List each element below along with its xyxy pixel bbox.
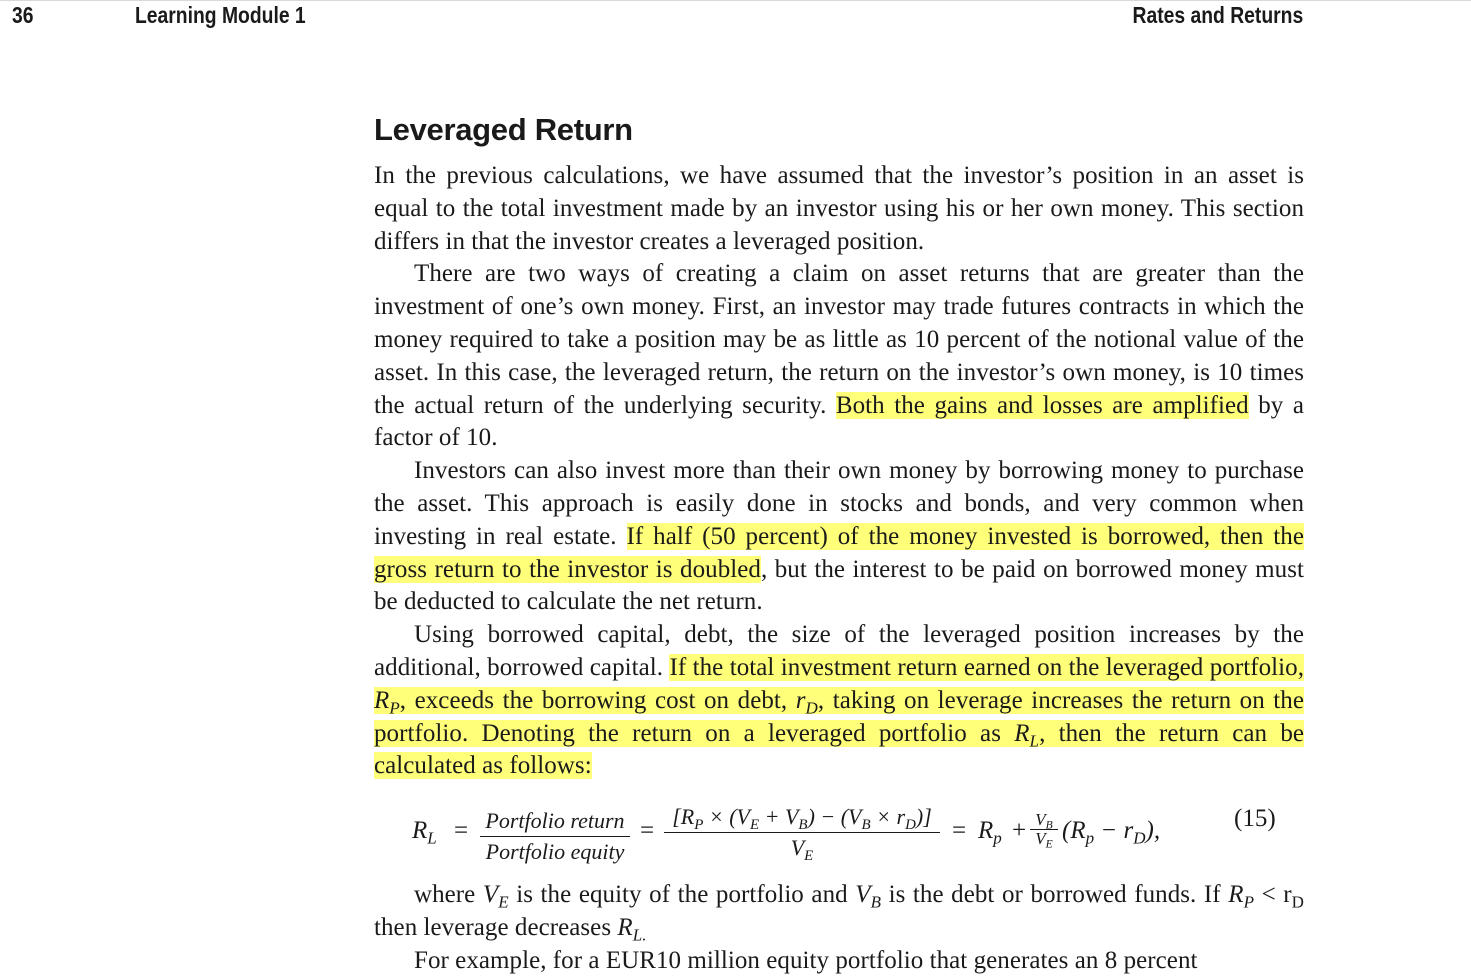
- fraction-portfolio: [480, 807, 630, 866]
- paragraph-5-text-c: is the debt or borrowed funds. If: [881, 881, 1229, 909]
- section-title: Leveraged Return: [374, 112, 633, 147]
- symbol-Rp: [374, 686, 400, 718]
- paragraph-2-text-a: There are two ways of creating a claim on asset returns that are greater than the investment of one’s own money. First, an investor may trade futures contracts in which the money required to take a position may be as little as 10 percent of the notional value of the asset. In this case, the leveraged return, the return on the investor’s own money, is 10 times the actual return of the underlying security.: [374, 260, 1304, 419]
- symbol-VB: [855, 881, 882, 912]
- subscript-P: P: [389, 698, 400, 718]
- symbol-r: r: [795, 686, 806, 714]
- highlight-text-1: If the total investment return earned on the leveraged portfolio,: [669, 653, 1304, 681]
- chapter-title: Rates and Returns: [1132, 2, 1303, 28]
- num-part-6: )]: [915, 804, 932, 830]
- subscript-E: E: [498, 892, 509, 912]
- symbol-RL-inline: [617, 913, 647, 945]
- leverage-numerator: [664, 803, 940, 831]
- paren-minus-r: − r: [1094, 817, 1134, 845]
- symbol-RL: [1014, 719, 1040, 750]
- paren-close: ),: [1145, 817, 1161, 845]
- paragraph-6: For example, for a EUR10 million equity portfolio that generates an 8 percent: [414, 946, 1198, 974]
- num-sub-D: D: [905, 816, 916, 833]
- symbol-Rp-inline: [1228, 881, 1254, 912]
- num-part-3: + V: [759, 804, 799, 830]
- paren-R: (R: [1062, 817, 1086, 845]
- fraction-bar: [480, 836, 630, 837]
- rhs-parenthesis: [1062, 817, 1161, 848]
- paragraph-5: [374, 879, 1304, 945]
- rhs-Rp: [978, 817, 1002, 848]
- equals-sign-1: =: [454, 817, 469, 845]
- page-number: 36: [12, 2, 34, 28]
- paragraph-4: [374, 619, 1304, 783]
- equation-15: [374, 783, 1304, 879]
- fraction-leverage: [664, 803, 940, 862]
- eq-subscript-L: L: [427, 828, 437, 848]
- paragraph-3-text-a: Investors can also invest more than their own money by borrowing money to purchase the asset. This approach is easily done in stocks and bonds, and very common when investing in real estate.: [374, 457, 1304, 550]
- less-than: <: [1254, 881, 1284, 909]
- symbol-rD-upright: [1283, 881, 1304, 912]
- symbol-V: V: [482, 881, 499, 909]
- subscript-L-period: L.: [632, 925, 647, 945]
- subscript-D: D: [805, 698, 818, 718]
- symbol-VE: [482, 881, 509, 912]
- subscript-L: L: [1029, 730, 1040, 750]
- symbol-V: V: [855, 881, 871, 909]
- small-num-V: V: [1035, 810, 1046, 830]
- paragraph-5-text-a: where: [414, 881, 483, 909]
- highlight-text-4: , then the return can be calculated as follows:: [374, 719, 1305, 780]
- leverage-denominator: [664, 834, 940, 862]
- equals-sign-3: =: [952, 817, 967, 845]
- rhs-sub-p: p: [993, 828, 1002, 848]
- num-sub-B: B: [798, 816, 808, 833]
- num-sub-E: E: [749, 816, 760, 833]
- subscript-P: P: [1243, 892, 1254, 912]
- eq-symbol-R: R: [412, 817, 428, 845]
- symbol-R: R: [374, 686, 390, 714]
- fraction-denominator: Portfolio equity: [485, 839, 625, 865]
- num-sub-P: P: [694, 816, 704, 833]
- small-den-V: V: [1035, 829, 1046, 849]
- rhs-R: R: [978, 817, 994, 845]
- subscript-B: B: [870, 892, 882, 912]
- symbol-r: r: [1283, 881, 1292, 909]
- highlight-text-3: , taking on leverage increases the return on the portfolio. Denoting the return on a leveraged portfolio as: [374, 686, 1304, 747]
- small-numerator: [1030, 810, 1058, 832]
- paragraph-2-text-b: by a factor of 10.: [374, 391, 1304, 452]
- paragraph-5-text-b: is the equity of the portfolio and: [508, 881, 856, 909]
- paragraph-4-text-a: Using borrowed capital, debt, the size of the leveraged position increases by the additional, borrowed capital.: [374, 621, 1304, 681]
- symbol-R: R: [1014, 719, 1030, 747]
- den-V: V: [790, 835, 805, 861]
- fraction-VB-VE: [1030, 810, 1058, 851]
- subscript-D: D: [1291, 892, 1304, 912]
- main-content: [374, 108, 1305, 974]
- small-denominator: [1030, 829, 1058, 851]
- running-header: [0, 0, 1471, 30]
- symbol-R: R: [1228, 881, 1244, 909]
- small-num-sub-B: B: [1045, 818, 1053, 832]
- den-sub-E: E: [804, 847, 814, 864]
- equation-number: (15): [1234, 805, 1276, 833]
- paragraph-1: In the previous calculations, we have assumed that the investor’s position in an asset is equal to the total investment made by an investor using his or her own money. This section differs in that the investor creates a leveraged position.: [374, 162, 1304, 255]
- paragraph-2: [374, 258, 1304, 455]
- highlight-half-borrowed[interactable]: If half (50 percent) of the money invested is borrowed, then the gross return to the investor is doubled: [374, 522, 1304, 583]
- symbol-rD: [795, 686, 818, 718]
- num-part-5: × r: [870, 804, 906, 830]
- fraction-numerator: Portfolio return: [485, 808, 625, 834]
- module-label: Learning Module 1: [135, 2, 306, 28]
- highlight-text-2: , exceeds the borrowing cost on debt,: [399, 686, 796, 714]
- num-part-4: ) − (V: [807, 804, 862, 830]
- highlight-gains-losses[interactable]: Both the gains and losses are amplified: [835, 391, 1249, 419]
- num-part-1: [R: [672, 804, 695, 830]
- paren-sub-D: D: [1133, 828, 1146, 848]
- paragraph-5-text-d: then leverage decreases: [374, 913, 618, 941]
- symbol-R: R: [617, 913, 633, 941]
- paragraph-3-text-b: , but the interest to be paid on borrowed money must be deducted to calculate the net return.: [374, 555, 1305, 616]
- equation-lhs: [412, 817, 437, 848]
- num-sub-B2: B: [861, 816, 871, 833]
- paren-sub-p: p: [1085, 828, 1095, 848]
- equals-sign-2: =: [640, 817, 655, 845]
- small-den-sub-E: E: [1045, 837, 1053, 851]
- num-part-2: × (V: [703, 804, 750, 830]
- paragraph-3: [374, 455, 1304, 619]
- plus-sign: +: [1012, 817, 1027, 845]
